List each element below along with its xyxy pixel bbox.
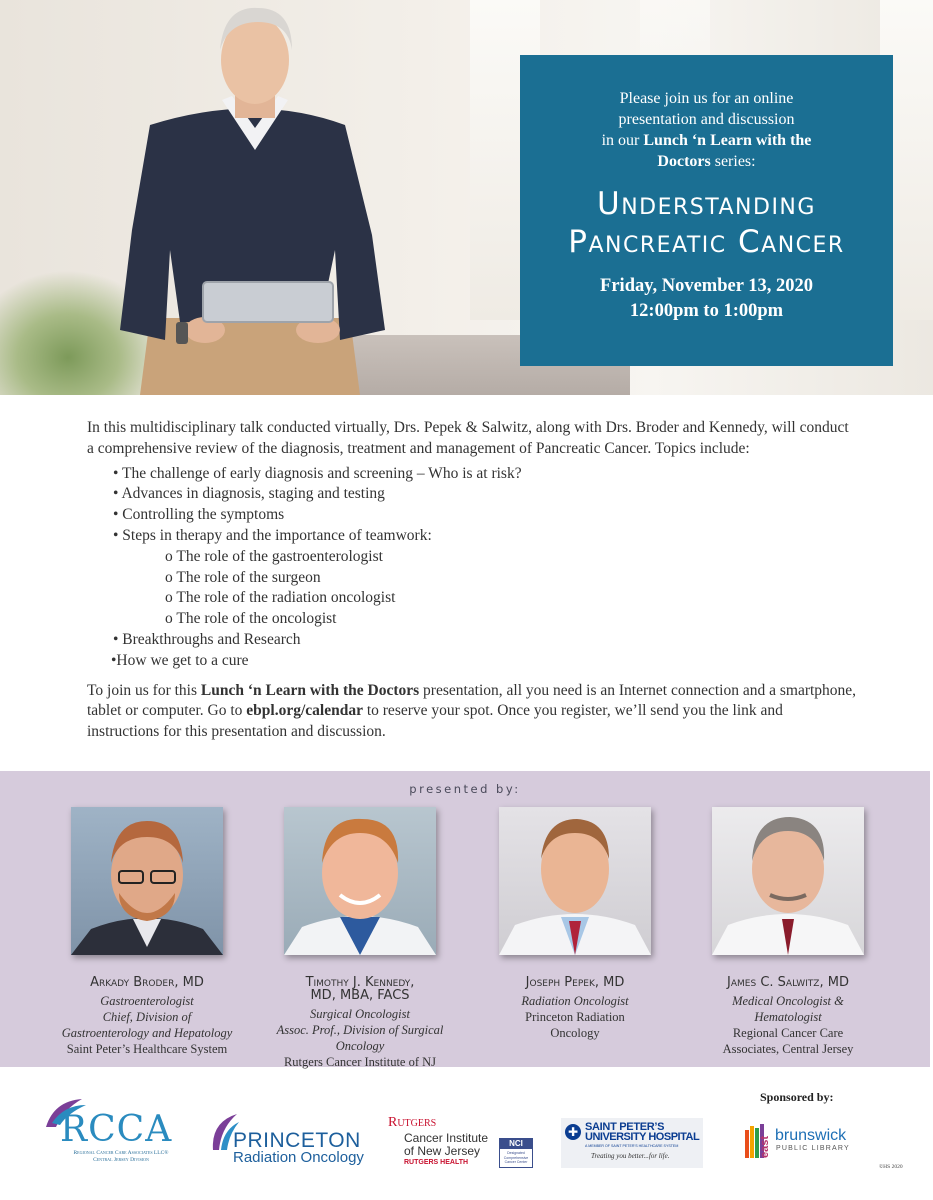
sponsored-by-label: Sponsored by: <box>760 1090 834 1104</box>
subtopic-item: o The role of the gastroenterologist <box>165 547 383 565</box>
event-time: 12:00pm to 1:00pm <box>629 301 784 321</box>
presenter-photo <box>71 807 223 955</box>
subtopic-item: o The role of the surgeon <box>165 568 321 586</box>
presenter-name: Arkady Broder, MD <box>90 975 204 990</box>
copyright-note: ©HS 2020 <box>879 1164 903 1170</box>
presenter-role: Gastroenterologist Chief, Division of Gastroenterology and Hepatology <box>61 994 233 1040</box>
rcca-wordmark: RCCA <box>60 1109 173 1150</box>
series-name-inline: Lunch ‘n Learn with the Doctors <box>200 681 420 699</box>
presenter-card-kennedy <box>245 807 475 1070</box>
topic-item: • Advances in diagnosis, staging and testing <box>113 485 385 503</box>
rutgers-cancer-institute-logo: Rutgers Cancer Institute of New Jersey RUTGERS HEALTH NCI Designated Comprehensive Cancer Center <box>388 1116 533 1171</box>
subtopic-item: o The role of the oncologist <box>165 610 337 628</box>
presenter-name: Joseph Pepek, MD <box>525 975 625 990</box>
presenter-role: Radiation Oncologist <box>521 994 629 1008</box>
hero-banner <box>0 0 933 395</box>
topic-item: • Breakthroughs and Research <box>113 630 301 648</box>
presenter-name: Timothy J. Kennedy, MD, MBA, FACS <box>305 975 415 1003</box>
topic-item: • Steps in therapy and the importance of teamwork: <box>113 526 432 544</box>
series-name: Lunch ‘n Learn with the <box>643 132 812 149</box>
cross-icon: ✚ <box>565 1124 581 1140</box>
event-date: Friday, November 13, 2020 <box>600 276 813 296</box>
join-instructions: To join us for this Lunch ‘n Learn with the Doctors presentation, all you need is an Internet connection and a smartphone, tablet or computer. Go to ebpl.org/calendar to reserve your spot. Once you register, we’ll send you the link and instructions for this presentation and discussion. <box>87 681 857 741</box>
topic-item: •How we get to a cure <box>111 651 249 669</box>
nci-badge: NCI Designated Comprehensive Cancer Center <box>499 1138 533 1168</box>
presenter-photo <box>284 807 436 955</box>
presenters-section <box>0 771 930 1067</box>
presenter-card-pepek <box>460 807 690 1041</box>
presenter-role: Medical Oncologist & Hematologist <box>732 994 844 1024</box>
presenter-org: Rutgers Cancer Institute of NJ <box>283 1055 437 1069</box>
topics-list <box>87 464 857 672</box>
man-with-tablet-photo <box>0 0 420 395</box>
description-intro: In this multidisciplinary talk conducted virtually, Drs. Pepek & Salwitz, along with Drs. Broder and Kennedy, will conduct a comprehensive review of the diagnosis, treatment and management of Pancreatic Cancer. Topics include: <box>87 419 849 457</box>
presenter-photo <box>499 807 651 955</box>
saint-peters-hospital-logo: ✚ SAINT PETER’S UNIVERSITY HOSPITAL A MEMBER OF SAINT PETER’S HEALTHCARE SYSTEM Treating you better...for life. <box>561 1118 703 1168</box>
presenter-photo <box>712 807 864 955</box>
event-title: Understanding Pancreatic Cancer <box>568 186 845 260</box>
topic-item: • Controlling the symptoms <box>113 506 285 524</box>
presenter-org: Regional Cancer Care Associates, Central Jersey <box>722 1026 854 1056</box>
description-section <box>87 418 857 743</box>
event-date-time <box>520 274 893 324</box>
topic-item: • The challenge of early diagnosis and screening – Who is at risk? <box>113 464 522 482</box>
presenter-card-salwitz <box>673 807 903 1057</box>
rcca-logo: RCCA Regional Cancer Care Associates LLC® Central Jersey Division <box>42 1097 187 1167</box>
presenter-role: Surgical Oncologist Assoc. Prof., Division of Surgical Oncology <box>276 1007 444 1053</box>
east-brunswick-public-library-logo: east brunswick PUBLIC LIBRARY <box>745 1122 860 1162</box>
princeton-radiation-oncology-logo: PRINCETON Radiation Oncology <box>209 1112 369 1167</box>
invitation-panel <box>520 55 893 366</box>
presenter-name: James C. Salwitz, MD <box>727 975 849 990</box>
series-name-cont: Doctors <box>657 153 711 170</box>
invitation-intro: Please join us for an online presentation and discussion in our Lunch ‘n Learn with the Doctors series: <box>601 90 812 170</box>
presenter-org: Princeton Radiation Oncology <box>525 1010 625 1040</box>
subtopic-item: o The role of the radiation oncologist <box>165 589 396 607</box>
presenter-org: Saint Peter’s Healthcare System <box>66 1042 228 1056</box>
presenter-card-broder <box>32 807 262 1057</box>
calendar-link[interactable]: ebpl.org/calendar <box>246 702 363 720</box>
presented-by-heading: presented by: <box>409 782 521 796</box>
